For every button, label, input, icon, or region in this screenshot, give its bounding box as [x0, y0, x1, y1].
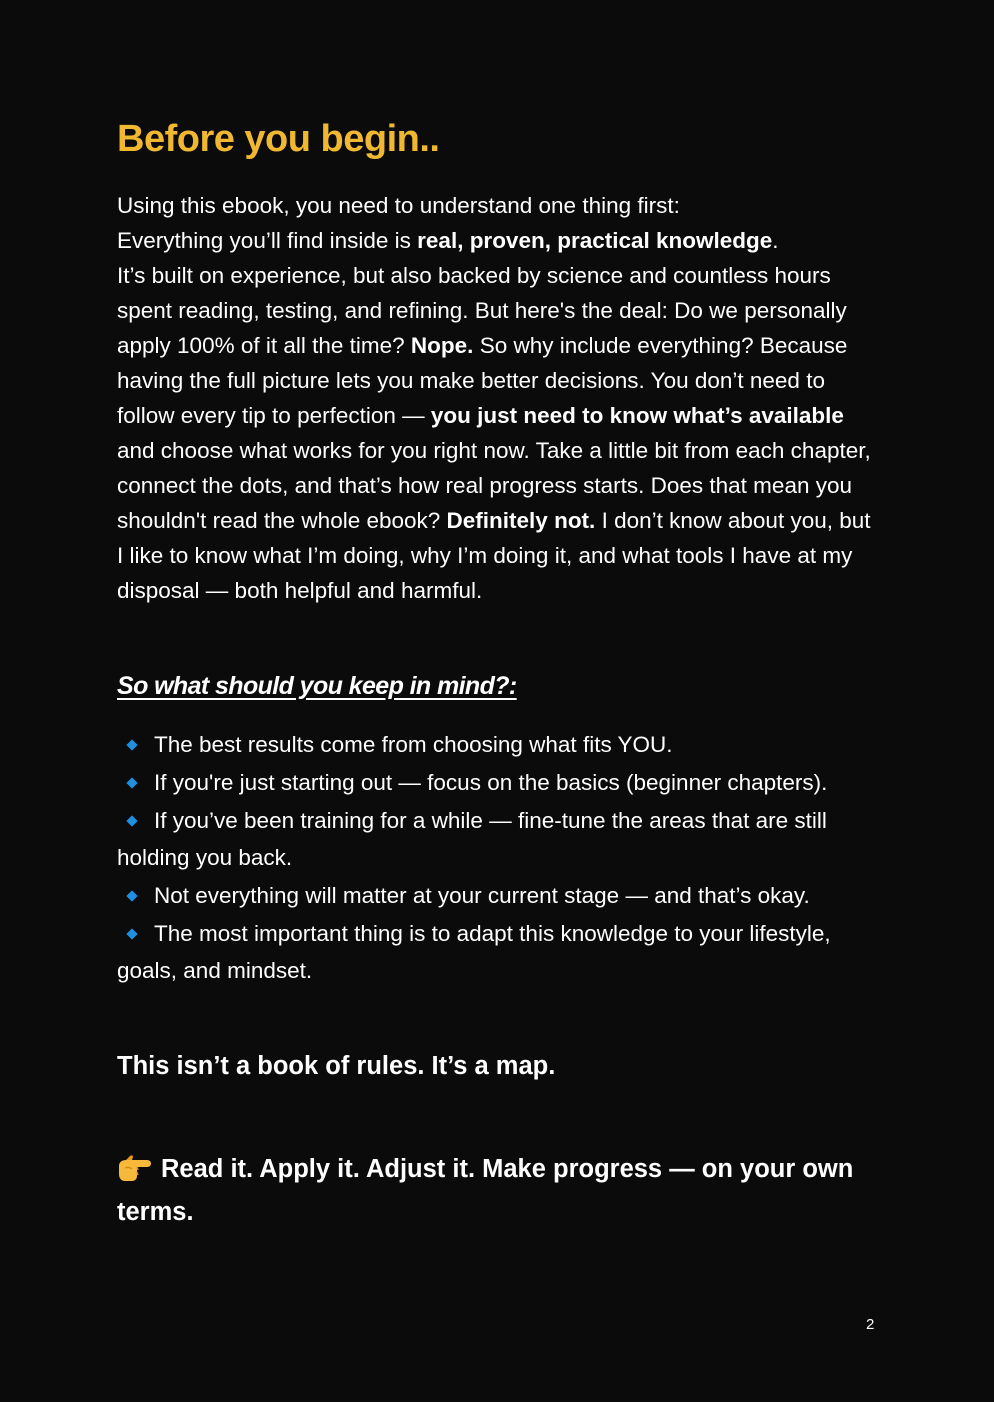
intro-text-run: and choose what works for you right now. Take a little bit from each chapter, connect the dots, and that’s how real progress starts. Does that mean you shouldn't read the whole ebook?	[117, 438, 871, 533]
map-statement: This isn’t a book of rules. It’s a map.	[117, 1052, 556, 1080]
blue-diamond-icon	[126, 890, 137, 901]
call-to-action	[117, 1148, 877, 1234]
intro-text-run: It’s built on experience, but also backed by science and countless hours spent reading, testing, and refining. But here's the deal: Do we personally apply 100% of it all the time?	[117, 263, 847, 358]
intro-text-run: .	[772, 228, 779, 253]
pointing-hand-icon	[117, 1152, 153, 1182]
intro-paragraph	[117, 188, 877, 608]
page-number: 2	[866, 1316, 875, 1333]
intro-bold-run: Definitely not.	[446, 508, 596, 533]
tip-text: Not everything will matter at your current stage — and that’s okay.	[154, 883, 810, 908]
list-item	[117, 726, 877, 763]
tip-text: The most important thing is to adapt this knowledge to your lifestyle, goals, and mindset.	[117, 921, 831, 983]
tip-text: If you’ve been training for a while — fine-tune the areas that are still holding you back.	[117, 808, 827, 870]
list-item	[117, 764, 877, 801]
intro-text-run: So why include everything? Because having the full picture lets you make better decisions. You don’t need to follow every tip to perfection —	[117, 333, 848, 428]
intro-bold-run: you just need to know what’s available	[430, 403, 844, 428]
intro-bold-run: Nope.	[410, 333, 474, 358]
intro-text-run: Everything you’ll find inside is	[117, 228, 418, 253]
cta-text: Read it. Apply it. Adjust it. Make progress — on your own terms.	[117, 1155, 854, 1226]
page-title: Before you begin..	[117, 118, 440, 160]
tip-text: If you're just starting out — focus on the basics (beginner chapters).	[154, 770, 828, 795]
list-item	[117, 877, 877, 914]
blue-diamond-icon	[126, 739, 137, 750]
section-heading: So what should you keep in mind?:	[117, 672, 517, 700]
tips-list	[117, 726, 877, 990]
intro-bold-run: real, proven, practical knowledge	[417, 228, 773, 253]
intro-text-run: I don’t know about you, but I like to know what I’m doing, why I’m doing it, and what tools I have at my disposal — both helpful and harmful.	[117, 508, 871, 603]
intro-text-run: Using this ebook, you need to understand one thing first:	[117, 193, 680, 218]
blue-diamond-icon	[126, 777, 137, 788]
tip-text: The best results come from choosing what fits YOU.	[154, 732, 673, 757]
list-item	[117, 802, 877, 876]
list-item	[117, 915, 877, 989]
blue-diamond-icon	[126, 815, 137, 826]
blue-diamond-icon	[126, 928, 137, 939]
